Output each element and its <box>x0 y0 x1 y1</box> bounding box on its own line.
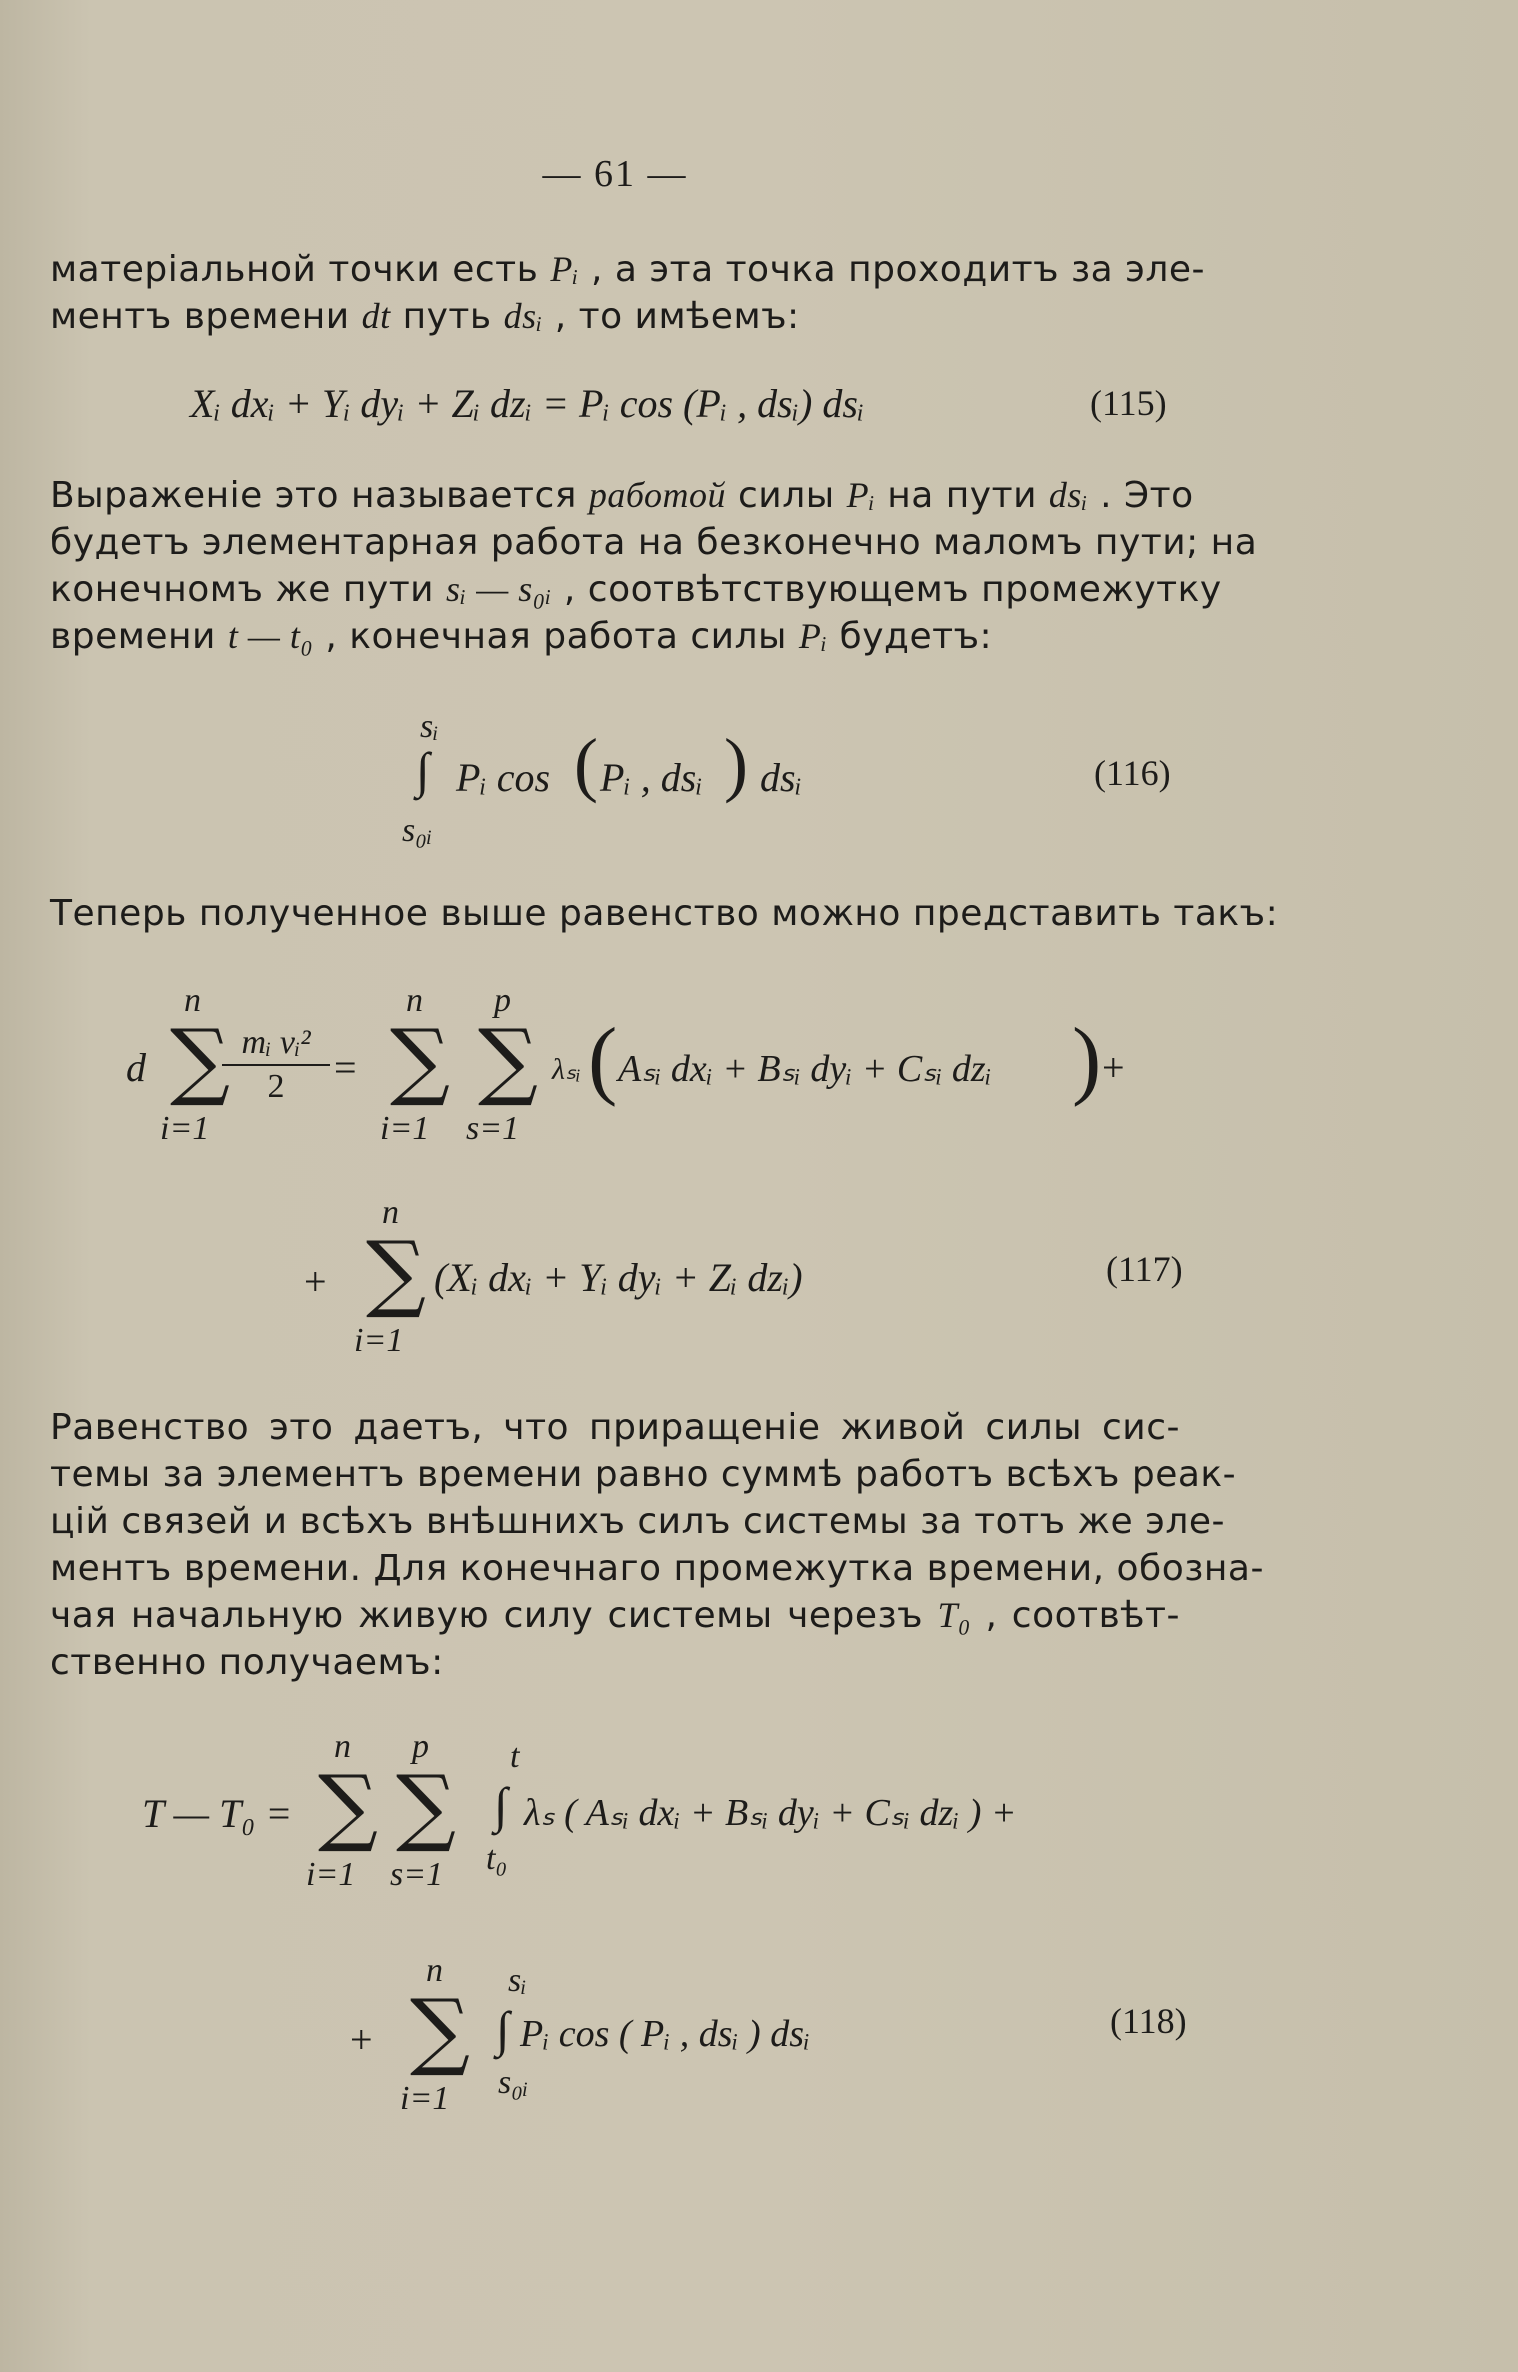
integral-upper-limit: t <box>510 1738 520 1775</box>
equation-number: (115) <box>1090 383 1167 423</box>
sum-sign: ∑ <box>478 1011 538 1109</box>
fraction <box>222 1024 330 1106</box>
integral-lower-limit: s₀ᵢ <box>402 812 433 849</box>
emphasis-term: работой <box>588 475 727 515</box>
sum-lower-limit: i=1 <box>354 1322 404 1359</box>
math-inline: dsᵢ <box>503 296 543 336</box>
fraction-numerator: mᵢ vᵢ² <box>241 1024 311 1061</box>
text-line: Теперь полученное выше равенство можно представить такъ: <box>50 893 1279 934</box>
sum-sign: ∑ <box>396 1757 456 1855</box>
text: времени <box>50 616 216 657</box>
sum-upper-limit: n <box>334 1728 351 1765</box>
inner-arguments: Pᵢ , dsᵢ <box>600 755 703 800</box>
sum-sign: ∑ <box>366 1223 426 1321</box>
math-inline: Pᵢ <box>550 249 579 289</box>
sum-lower-limit: s=1 <box>466 1110 520 1147</box>
math-inline: dsᵢ <box>1048 475 1089 515</box>
text: . Это <box>1100 475 1194 516</box>
differential: dsᵢ <box>760 755 802 800</box>
equation-number: (116) <box>1094 753 1171 793</box>
text: силы <box>738 475 835 516</box>
paragraph-4 <box>50 1404 1264 1686</box>
text: , а эта точка проходитъ за эле- <box>590 249 1206 290</box>
integral-upper-limit: sᵢ <box>420 708 439 745</box>
left-paren: ( <box>588 1011 618 1108</box>
text-line: ственно получаемъ: <box>50 1642 444 1683</box>
sum-upper-limit: n <box>382 1194 399 1231</box>
text: на пути <box>887 475 1037 516</box>
external-forces-term: (Xᵢ dxᵢ + Yᵢ dyᵢ + Zᵢ dzᵢ) <box>434 1255 803 1300</box>
text: , конечная работа силы <box>325 616 787 657</box>
fraction-bar <box>222 1064 330 1066</box>
sum-sign: ∑ <box>390 1011 450 1109</box>
sum-sign: ∑ <box>410 1981 470 2079</box>
paragraph-1 <box>50 246 1206 340</box>
text: чая начальную живую силу системы черезъ <box>50 1595 924 1636</box>
sum-lower-limit: i=1 <box>400 2080 450 2117</box>
text-line: ментъ времени. Для конечнаго промежутка времени, обозна- <box>50 1548 1264 1589</box>
integral-sign: ∫ <box>496 2001 510 2057</box>
integral-lower-limit: t₀ <box>486 1840 508 1877</box>
text-line: цій связей и всѣхъ внѣшнихъ силъ системы за тотъ же эле- <box>50 1501 1225 1542</box>
sum-upper-limit: p <box>412 1728 429 1765</box>
right-paren: ) <box>1072 1011 1102 1108</box>
left-paren: ( <box>574 724 598 804</box>
fraction-denominator: 2 <box>267 1068 285 1105</box>
right-paren: ) <box>724 724 748 804</box>
text: , то имѣемъ: <box>554 296 800 337</box>
left-hand-side: T — T₀ = <box>142 1791 293 1836</box>
sum-sign: ∑ <box>170 1011 230 1109</box>
sum-upper-limit: n <box>426 1952 443 1989</box>
equation-number: (117) <box>1106 1249 1183 1289</box>
plus-sign: + <box>304 1259 327 1304</box>
integral-upper-limit: sᵢ <box>508 1962 527 1999</box>
math-inline: T₀ <box>937 1595 972 1635</box>
differential-d: d <box>126 1045 146 1090</box>
sum-upper-limit: n <box>406 982 423 1019</box>
paragraph-2 <box>50 472 1258 660</box>
sum-lower-limit: i=1 <box>380 1110 430 1147</box>
math-inline: Pᵢ <box>798 616 828 656</box>
inner-expression: Aₛᵢ dxᵢ + Bₛᵢ dyᵢ + Cₛᵢ dzᵢ <box>618 1048 992 1090</box>
text-line: темы за элементъ времени равно суммѣ работъ всѣхъ реак- <box>50 1454 1237 1495</box>
text: , соотвѣт- <box>985 1595 1180 1636</box>
integral-sign: ∫ <box>416 742 430 798</box>
text-line: будетъ элементарная работа на безконечно маломъ пути; на <box>50 522 1258 563</box>
integrand: Pᵢ cos <box>456 755 551 800</box>
text: матеріальной точки есть <box>50 249 539 290</box>
text: Выраженіе это называется <box>50 475 577 516</box>
equation-115: Xᵢ dxᵢ + Yᵢ dyᵢ + Zᵢ dzᵢ = Pᵢ cos (Pᵢ , dsᵢ) dsᵢ <box>190 381 865 426</box>
sum-lower-limit: i=1 <box>306 1856 356 1893</box>
math-inline: Pᵢ <box>846 475 876 515</box>
external-work-term: Pᵢ cos ( Pᵢ , dsᵢ ) dsᵢ <box>520 2013 811 2055</box>
paragraph-3 <box>50 890 1279 937</box>
text: конечномъ же пути <box>50 569 435 610</box>
reaction-work-term: λₛ ( Aₛᵢ dxᵢ + Bₛᵢ dyᵢ + Cₛᵢ dzᵢ ) + <box>524 1792 1017 1834</box>
math-inline: sᵢ — s₀ᵢ <box>446 569 552 609</box>
sum-lower-limit: i=1 <box>160 1110 210 1147</box>
sum-upper-limit: p <box>494 982 511 1019</box>
sum-sign: ∑ <box>318 1757 378 1855</box>
sum-lower-limit: s=1 <box>390 1856 444 1893</box>
lambda-coefficient: λₛᵢ <box>552 1053 581 1086</box>
text: будетъ: <box>839 616 993 657</box>
text: путь <box>402 296 492 337</box>
equals-sign: = <box>334 1045 357 1090</box>
page-number: — 61 — <box>542 153 688 195</box>
integral-lower-limit: s₀ᵢ <box>498 2064 529 2101</box>
text-line: Равенство это даетъ, что приращеніе живой силы сис- <box>50 1407 1180 1448</box>
math-inline: dt <box>361 296 391 336</box>
integral-sign: ∫ <box>494 1777 508 1833</box>
equation-number: (118) <box>1110 2001 1187 2041</box>
plus-sign: + <box>1102 1045 1125 1090</box>
sum-upper-limit: n <box>184 982 201 1019</box>
text: ментъ времени <box>50 296 350 337</box>
math-inline: t — t₀ <box>227 616 314 656</box>
text: , соотвѣтствующемъ промежутку <box>563 569 1222 610</box>
plus-sign: + <box>350 2017 373 2062</box>
